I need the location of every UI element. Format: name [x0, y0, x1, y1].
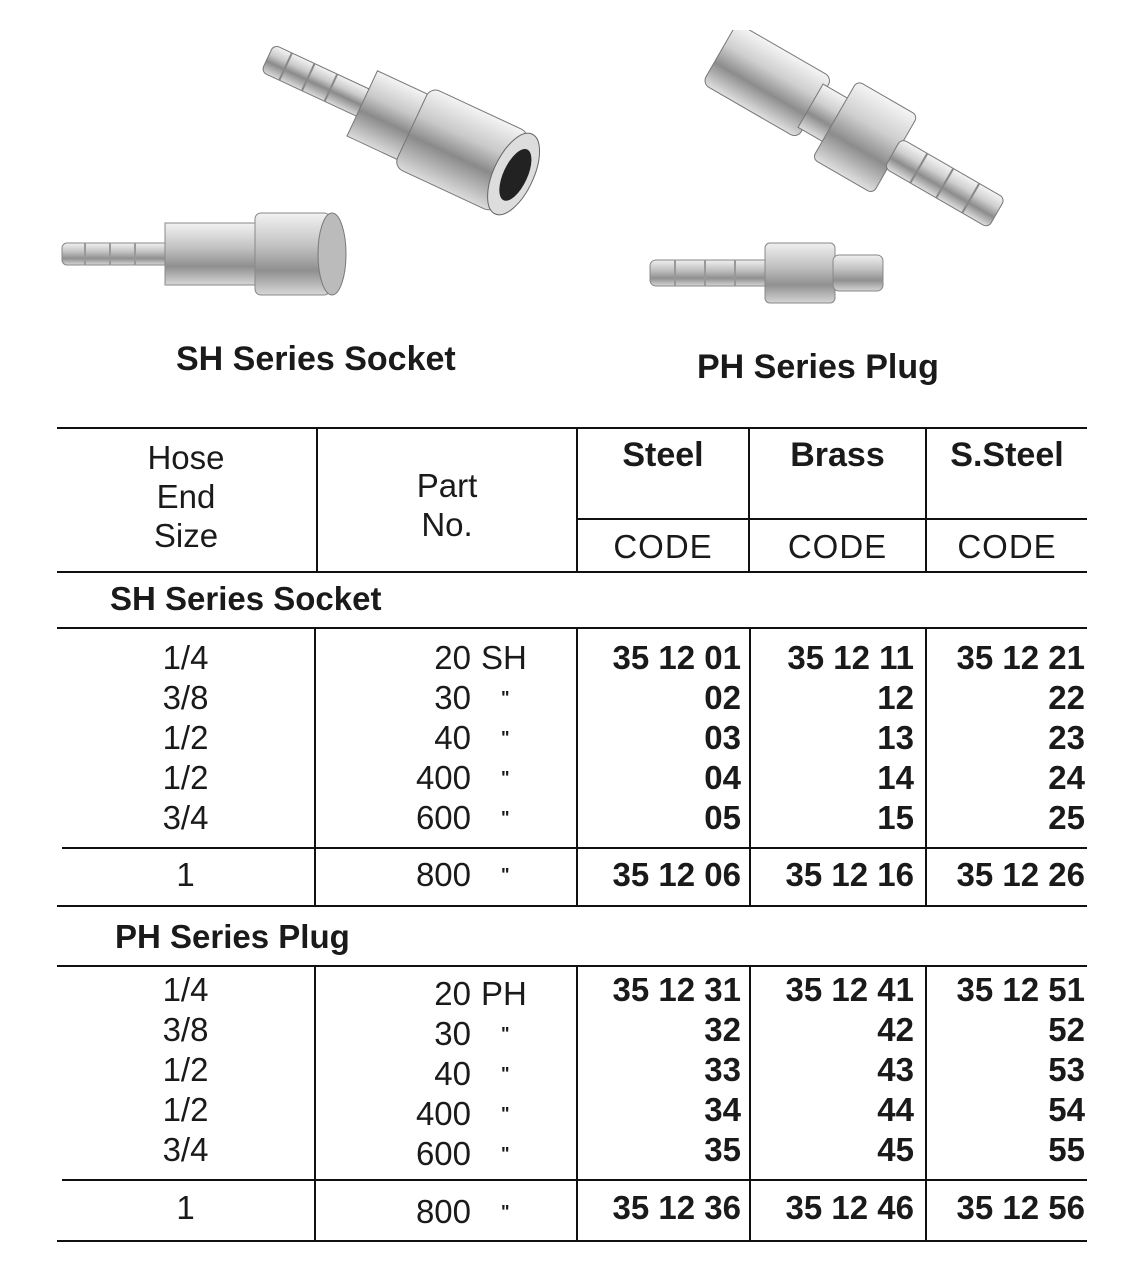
header-hose-line-2: End: [156, 478, 216, 515]
brass-code: 15: [877, 799, 914, 836]
table-row-size: 1/2: [162, 1051, 209, 1088]
brass-code: 35 12 11: [787, 639, 914, 676]
part-number: 800: [415, 1193, 471, 1230]
sh-socket-caption: SH Series Socket: [176, 340, 456, 378]
table-row-part: [316, 638, 576, 678]
brass-code: 45: [877, 1131, 914, 1168]
sh-size-column: [57, 638, 314, 838]
steel-code: 35 12 06: [612, 856, 741, 893]
sst-code: 35 12 51: [956, 971, 1085, 1008]
ph-plug-caption: PH Series Plug: [697, 348, 939, 386]
table-row-size: 1: [176, 856, 195, 893]
table-row-size: 1/2: [162, 1091, 209, 1128]
header-hose-end-size: [57, 438, 315, 555]
sh-sst-column: [927, 638, 1085, 838]
table-top-border: [57, 427, 1087, 429]
table-row-part: [316, 974, 576, 1014]
part-number: 600: [415, 799, 471, 836]
brass-code: 13: [877, 719, 914, 756]
table-row-size: 3/4: [162, 1131, 209, 1168]
table-row-size: 1/2: [162, 719, 209, 756]
ph-part-column: [316, 974, 576, 1174]
part-number: 40: [434, 1055, 471, 1092]
part-number: 400: [415, 1095, 471, 1132]
brass-code: 44: [877, 1091, 914, 1128]
ph-plug-small-image: [645, 235, 895, 315]
header-part-line-2: No.: [421, 506, 473, 543]
part-number: 30: [434, 1015, 471, 1052]
sh-section-title: SH Series Socket: [110, 580, 382, 617]
part-number: 20: [434, 975, 471, 1012]
header-hose-line-3: Size: [153, 517, 219, 554]
ditto-mark: ": [501, 1064, 510, 1084]
table-row-part: [316, 855, 576, 895]
steel-code: 04: [704, 759, 741, 796]
sst-code: 22: [1048, 679, 1085, 716]
sst-code: 54: [1048, 1091, 1085, 1128]
header-inner-divider: [577, 518, 1087, 520]
steel-code: 33: [704, 1051, 741, 1088]
ditto-mark: ": [501, 1202, 510, 1222]
table-row-part: [316, 1192, 576, 1232]
table-row-part: [316, 718, 576, 758]
header-part-line-1: Part: [416, 467, 478, 504]
part-number: 800: [415, 856, 471, 893]
sh-last-row-divider: [62, 847, 1087, 849]
table-row-size: 3/8: [162, 679, 209, 716]
ph-sst-column: [927, 970, 1085, 1170]
table-row-size: 1/4: [162, 971, 209, 1008]
ditto-mark: ": [501, 1104, 510, 1124]
steel-code: 35 12 36: [612, 1189, 741, 1226]
header-part-no: [318, 466, 576, 544]
table-row-part: [316, 798, 576, 838]
sh-section-divider: [57, 627, 1087, 629]
table-row-size: 1/4: [162, 639, 209, 676]
header-code-brass: CODE: [787, 528, 888, 565]
ph-section-divider: [57, 965, 1087, 967]
sh-brass-column: [751, 638, 914, 838]
ph-last-row-divider: [62, 1179, 1087, 1181]
steel-code: 32: [704, 1011, 741, 1048]
header-sst: S.Steel: [950, 436, 1064, 474]
part-number: 20: [434, 639, 471, 676]
ph-steel-column: [578, 970, 741, 1170]
part-suffix: PH: [481, 975, 527, 1012]
ditto-mark: ": [501, 688, 510, 708]
table-row-part: [316, 678, 576, 718]
brass-code: 42: [877, 1011, 914, 1048]
table-row-size: 3/8: [162, 1011, 209, 1048]
table-row-size: 1/2: [162, 759, 209, 796]
ditto-mark: ": [501, 768, 510, 788]
sst-code: 52: [1048, 1011, 1085, 1048]
part-number: 600: [415, 1135, 471, 1172]
part-number: 40: [434, 719, 471, 756]
table-row-part: [316, 1014, 576, 1054]
header-brass: Brass: [790, 436, 885, 474]
ditto-mark: ": [501, 1024, 510, 1044]
steel-code: 05: [704, 799, 741, 836]
table-bottom-border: [57, 1240, 1087, 1242]
sst-code: 23: [1048, 719, 1085, 756]
sst-code: 55: [1048, 1131, 1085, 1168]
sst-code: 25: [1048, 799, 1085, 836]
ph-size-column: [57, 970, 314, 1170]
brass-code: 35 12 46: [785, 1189, 914, 1226]
sst-code: 53: [1048, 1051, 1085, 1088]
header-bottom-border: [57, 571, 1087, 573]
ditto-mark: ": [501, 808, 510, 828]
sst-code: 24: [1048, 759, 1085, 796]
table-row-part: [316, 758, 576, 798]
brass-code: 12: [877, 679, 914, 716]
steel-code: 35 12 01: [612, 639, 741, 676]
ph-plug-large-image: [700, 30, 1020, 260]
steel-code: 02: [704, 679, 741, 716]
steel-code: 03: [704, 719, 741, 756]
ditto-mark: ": [501, 865, 510, 885]
table-row-size: 1: [176, 1189, 195, 1226]
header-hose-line-1: Hose: [147, 439, 225, 476]
header-code-sst: CODE: [957, 528, 1057, 565]
ditto-mark: ": [501, 1144, 510, 1164]
table-row-part: [316, 1094, 576, 1134]
sst-code: 35 12 56: [956, 1189, 1085, 1226]
table-row-part: [316, 1054, 576, 1094]
ditto-mark: ": [501, 728, 510, 748]
brass-code: 35 12 16: [785, 856, 914, 893]
header-steel: Steel: [622, 436, 704, 474]
sst-code: 35 12 21: [956, 639, 1085, 676]
sh-socket-large-image: [240, 30, 570, 230]
brass-code: 43: [877, 1051, 914, 1088]
sh-part-column: [316, 638, 576, 838]
ph-brass-column: [751, 970, 914, 1170]
sh-bottom-divider: [57, 905, 1087, 907]
brass-code: 14: [877, 759, 914, 796]
table-row-size: 3/4: [162, 799, 209, 836]
header-code-steel: CODE: [613, 528, 713, 565]
steel-code: 35 12 31: [612, 971, 741, 1008]
sh-socket-small-image: [60, 205, 360, 305]
steel-code: 35: [704, 1131, 741, 1168]
sh-steel-column: [578, 638, 741, 838]
part-suffix: SH: [481, 639, 527, 676]
part-number: 30: [434, 679, 471, 716]
part-number: 400: [415, 759, 471, 796]
ph-section-title: PH Series Plug: [115, 918, 350, 955]
brass-code: 35 12 41: [785, 971, 914, 1008]
steel-code: 34: [704, 1091, 741, 1128]
table-row-part: [316, 1134, 576, 1174]
sst-code: 35 12 26: [956, 856, 1085, 893]
